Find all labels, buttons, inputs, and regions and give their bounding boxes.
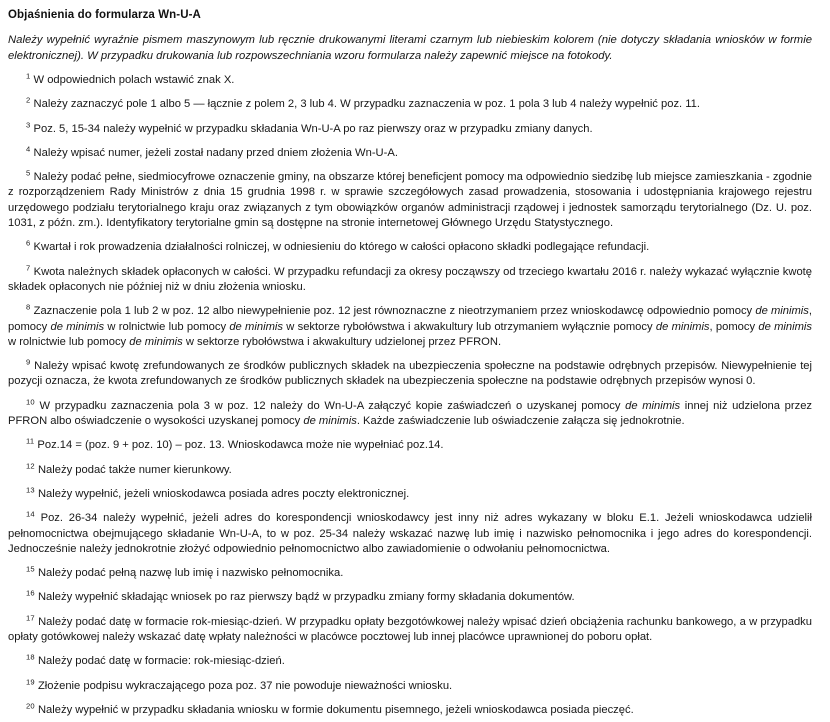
footnote-text-run: , pomocy xyxy=(709,320,759,333)
footnote-marker: 5 xyxy=(26,168,31,178)
footnote-text-run: w rolnictwie lub pomocy xyxy=(8,335,130,348)
footnote-text-run: Zaznaczenie pola 1 lub 2 w poz. 12 albo niewypełnienie poz. 12 jest równoznaczne z nieotrzymaniem przez wnioskodawcę odpowiednio pomocy xyxy=(33,305,756,318)
footnote-text-run: w sektorze rybołówstwa i akwakultury udzielonej przez PFRON. xyxy=(182,335,502,348)
footnote-marker: 4 xyxy=(26,144,31,154)
footnote-item xyxy=(8,399,820,430)
footnote-item xyxy=(8,612,820,646)
footnote-text-run: innej niż udzielona przez PFRON albo oświadczenie o wysokości uzyskanej pomocy xyxy=(8,399,813,428)
footnote-item xyxy=(8,590,820,605)
footnote-text: Należy podać pełną nazwę lub imię i nazwisko pełnomocnika. xyxy=(37,567,344,580)
footnote-text: Poz.14 = (poz. 9 + poz. 10) – poz. 13. Wnioskodawca może nie wypełniać poz.14. xyxy=(37,439,444,452)
footnote-text xyxy=(8,400,812,427)
footnote-marker: 16 xyxy=(26,588,35,598)
footnote-item xyxy=(8,304,820,350)
footnote-italic-term: de minimis xyxy=(625,399,681,412)
footnote-marker: 6 xyxy=(26,238,31,248)
footnote-marker: 18 xyxy=(26,652,35,662)
footnote-marker: 12 xyxy=(26,460,35,470)
footnote-marker: 15 xyxy=(26,564,35,574)
footnote-italic-term: de minimis xyxy=(303,415,357,428)
footnote-text: Złożenie podpisu wykraczającego poza poz. 37 nie powoduje nieważności wniosku. xyxy=(37,679,453,692)
footnote-item xyxy=(8,359,820,390)
footnote-text: Należy wpisać kwotę zrefundowanych ze środków publicznych składek na ubezpieczenia społeczne na podstawie odrębnych przepisów. Niewypełnienie tej pozycji oznacza, że kwota zrefundowanych ze środków publicznych składek na ubezpieczenia społeczne na podstawie odrębnych przepisów wynosi 0. xyxy=(8,360,813,388)
footnote-item xyxy=(8,511,820,557)
footnote-text: Należy podać datę w formacie rok-miesiąc-dzień. W przypadku opłaty bezgotówkowej należy wpisać dzień obciążenia rachunku bankowego, a w przypadku opłaty gotówkowej należy wskazać datę wpłaty należności w placówce pocztowej lub innej placówce uprawnionej do poboru opłat. xyxy=(8,615,812,644)
footnote-text-run: , pomocy xyxy=(8,305,812,333)
footnote-item xyxy=(8,262,820,296)
footnote-text-run: W przypadku zaznaczenia pola 3 w poz. 12 należy do Wn-U-A załączyć kopie zaświadczeń o uzyskanej pomocy xyxy=(39,399,626,412)
footnotes-list xyxy=(8,73,820,722)
footnote-marker: 9 xyxy=(26,357,31,367)
footnote-text: Należy wpisać numer, jeżeli został nadany przed dniem złożenia Wn-U-A. xyxy=(33,146,398,159)
footnote-item xyxy=(8,460,820,478)
footnote-marker: 8 xyxy=(26,302,31,312)
footnote-text: Należy wypełnić składając wniosek po raz pierwszy bądź w przypadku zmiany formy składania dokumentów. xyxy=(37,591,575,604)
footnote-item xyxy=(8,73,820,88)
footnote-text: Należy podać także numer kierunkowy. xyxy=(37,463,232,476)
footnote-item xyxy=(8,170,820,231)
footnote-text-run: . Każde zaświadczenie lub oświadczenie załącza się jednokrotnie. xyxy=(356,415,685,428)
footnote-item xyxy=(8,146,820,161)
footnote-item xyxy=(8,566,820,581)
footnote-item xyxy=(8,487,820,502)
footnote-marker: 14 xyxy=(26,509,35,519)
footnote-italic-term: de minimis xyxy=(129,335,183,348)
footnote-item xyxy=(8,119,820,137)
footnote-text: Należy zaznaczyć pole 1 albo 5 — łącznie z polem 2, 3 lub 4. W przypadku zaznaczenia w poz. 1 pola 3 lub 4 należy wypełnić poz. 11. xyxy=(33,98,700,111)
footnote-italic-term: de minimis xyxy=(755,305,809,318)
footnote-marker: 19 xyxy=(26,676,35,686)
footnote-item xyxy=(8,97,820,112)
footnote-item xyxy=(8,676,820,694)
footnote-marker: 20 xyxy=(26,701,35,711)
footnote-marker: 1 xyxy=(26,71,31,81)
footnote-text-run: w sektorze rybołówstwa i akwakultury lub otrzymaniem wyłącznie pomocy xyxy=(282,320,656,333)
footnote-text: W odpowiednich polach wstawić znak X. xyxy=(33,74,235,86)
footnote-item xyxy=(8,438,820,453)
footnote-marker: 2 xyxy=(26,95,31,105)
footnote-italic-term: de minimis xyxy=(655,320,710,333)
footnote-text: Należy wypełnić w przypadku składania wniosku w formie dokumentu pisemnego, jeżeli wnioskodawca posiada pieczęć. xyxy=(37,703,634,716)
footnote-marker: 17 xyxy=(26,612,35,622)
footnote-italic-term: de minimis xyxy=(758,320,813,333)
footnote-marker: 10 xyxy=(26,397,35,407)
footnote-marker: 13 xyxy=(26,485,35,495)
page-title: Objaśnienia do formularza Wn-U-A xyxy=(8,9,201,21)
footnote-item xyxy=(8,703,820,722)
footnote-text xyxy=(8,302,813,348)
footnote-italic-term: de minimis xyxy=(229,320,283,333)
footnote-text: Poz. 5, 15-34 należy wypełnić w przypadku składania Wn-U-A po raz pierwszy oraz w przypadku zmiany danych. xyxy=(33,122,593,135)
footnote-item xyxy=(8,240,820,255)
footnote-text: Należy wypełnić, jeżeli wnioskodawca posiada adres poczty elektronicznej. xyxy=(37,487,410,500)
footnote-item xyxy=(8,654,820,669)
footnote-text-run: w rolnictwie lub pomocy xyxy=(104,320,230,333)
footnote-text: Należy podać datę w formacie: rok-miesiąc-dzień. xyxy=(37,655,285,668)
footnote-marker: 3 xyxy=(26,119,31,129)
footnote-text: Należy podać pełne, siedmiocyfrowe oznaczenie gminy, na obszarze której beneficjent pomocy ma odpowiednio siedzibę lub miejsce zamieszkania - zgodnie z rozporządzeniem Rady Ministrów z dnia 15 grudnia 1998 r. w sprawie szczegółowych zasad prowadzenia, stosowania i udostępniania krajowego rejestru urzędowego podziału terytorialnego kraju oraz związanych z tym obowiązków organów administracji rządowej i jednostek samorządu terytorialnego (Dz. U. poz. 1031, z późn. zm.). Identyfikatory terytorialne gmin są dostępne na stronie internetowej Głównego Urzędu Statystycznego. xyxy=(8,171,813,230)
footnote-text: Kwartał i rok prowadzenia działalności rolniczej, w odniesieniu do którego w całości opłacono składki podlegające refundacji. xyxy=(33,241,650,254)
footnote-marker: 7 xyxy=(26,262,31,272)
footnote-text: Poz. 26-34 należy wypełnić, jeżeli adres do korespondencji wnioskodawcy jest inny niż adres wykazany w bloku E.1. Jeżeli wnioskodawca udzielił pełnomocnictwa obejmującego składanie Wn-U-A, to w poz. 25-34 należy wskazać nazwę lub imię i nazwisko pełnomocnika i jego adres do korespondencji. Jednocześnie należy jednokrotnie złożyć odpowiednio pełnomocnictwo albo zawiadomienie o odwołaniu pełnomocnictwa. xyxy=(8,512,812,555)
footnote-text: Kwota należnych składek opłaconych w całości. W przypadku refundacji za okresy począwszy od trzeciego kwartału 2016 r. należy wykazać wyłącznie kwotę składek opłaconych nie później niż w dniu złożenia wniosku. xyxy=(8,265,812,293)
intro-paragraph: Należy wypełnić wyraźnie pismem maszynowym lub ręcznie drukowanymi literami czarnym lub niebieskim kolorem (nie dotyczy składania wniosków w formie elektronicznej). W przypadku drukowania lub rozpowszechniania wzoru formularza należy zapewnić miejsce na fotokody. xyxy=(8,34,812,62)
footnote-marker: 11 xyxy=(26,436,35,446)
footnote-italic-term: de minimis xyxy=(50,320,105,333)
